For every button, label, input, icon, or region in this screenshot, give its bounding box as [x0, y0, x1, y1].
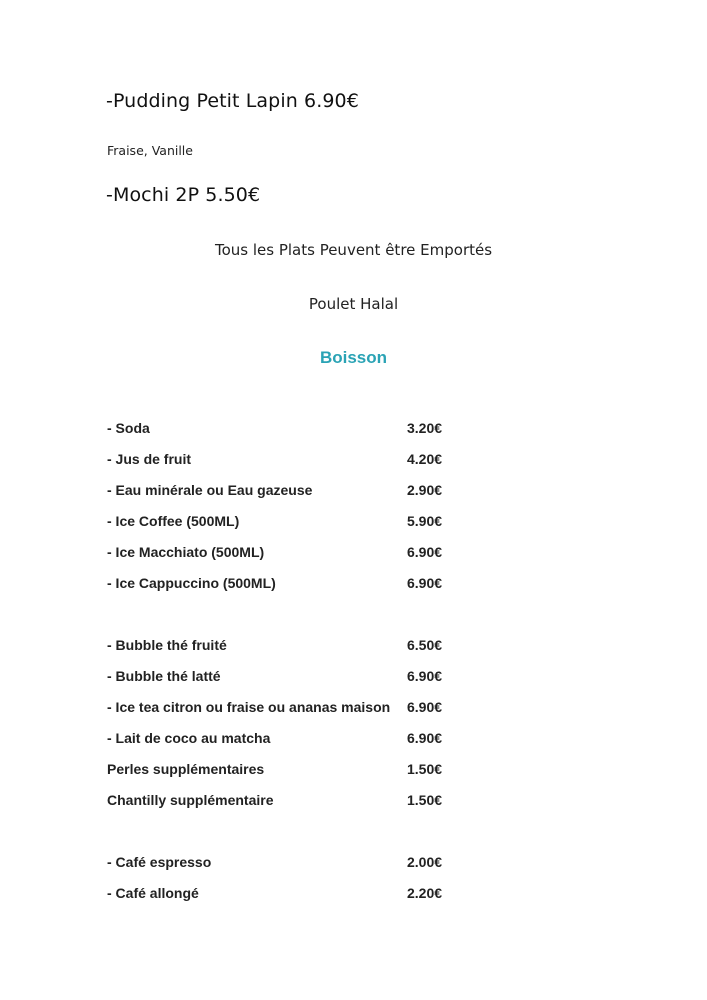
drink-row — [107, 544, 467, 564]
drink-name: - Ice tea citron ou fraise ou ananas maison — [107, 699, 391, 715]
drink-price: 6.90€ — [407, 699, 443, 715]
drink-price: 2.90€ — [407, 482, 443, 498]
drink-price: 6.50€ — [407, 637, 443, 653]
drink-price: 6.90€ — [407, 730, 443, 746]
drink-price: 6.90€ — [407, 668, 443, 684]
drink-row — [107, 854, 467, 874]
drink-name: - Lait de coco au matcha — [107, 730, 271, 746]
drink-price: 5.90€ — [407, 513, 443, 529]
drink-name: - Bubble thé fruité — [107, 637, 227, 653]
drink-row — [107, 637, 467, 657]
drink-price: 2.20€ — [407, 885, 443, 901]
drink-row — [107, 699, 467, 719]
section-heading-boisson: Boisson — [319, 348, 388, 367]
drink-row — [107, 792, 467, 812]
dessert-pudding-flavors: Fraise, Vanille — [107, 143, 193, 158]
drink-name: - Bubble thé latté — [107, 668, 221, 684]
drink-row — [107, 885, 467, 905]
drink-row — [107, 482, 467, 502]
drink-price: 2.00€ — [407, 854, 443, 870]
takeaway-note: Tous les Plats Peuvent être Emportés — [214, 241, 493, 259]
drink-row — [107, 420, 467, 440]
drink-row — [107, 513, 467, 533]
drink-row — [107, 730, 467, 750]
drink-name: - Ice Coffee (500ML) — [107, 513, 240, 529]
drink-row — [107, 451, 467, 471]
drink-name: - Café espresso — [107, 854, 212, 870]
drink-name: - Ice Cappuccino (500ML) — [107, 575, 276, 591]
halal-note: Poulet Halal — [308, 295, 399, 313]
drink-name: - Ice Macchiato (500ML) — [107, 544, 265, 560]
drink-name: Perles supplémentaires — [107, 761, 265, 777]
drink-name: - Jus de fruit — [107, 451, 192, 467]
drink-price: 3.20€ — [407, 420, 443, 436]
drink-price: 4.20€ — [407, 451, 443, 467]
drink-row — [107, 668, 467, 688]
dessert-pudding-title: -Pudding Petit Lapin 6.90€ — [106, 90, 359, 112]
drink-price: 1.50€ — [407, 761, 443, 777]
drink-price: 6.90€ — [407, 544, 443, 560]
drink-price: 6.90€ — [407, 575, 443, 591]
drink-row — [107, 761, 467, 781]
dessert-mochi-title: -Mochi 2P 5.50€ — [106, 184, 261, 206]
drink-name: - Soda — [107, 420, 150, 436]
drink-name: Chantilly supplémentaire — [107, 792, 274, 808]
drink-name: - Café allongé — [107, 885, 199, 901]
drink-row — [107, 575, 467, 595]
drink-name: - Eau minérale ou Eau gazeuse — [107, 482, 313, 498]
drink-price: 1.50€ — [407, 792, 443, 808]
